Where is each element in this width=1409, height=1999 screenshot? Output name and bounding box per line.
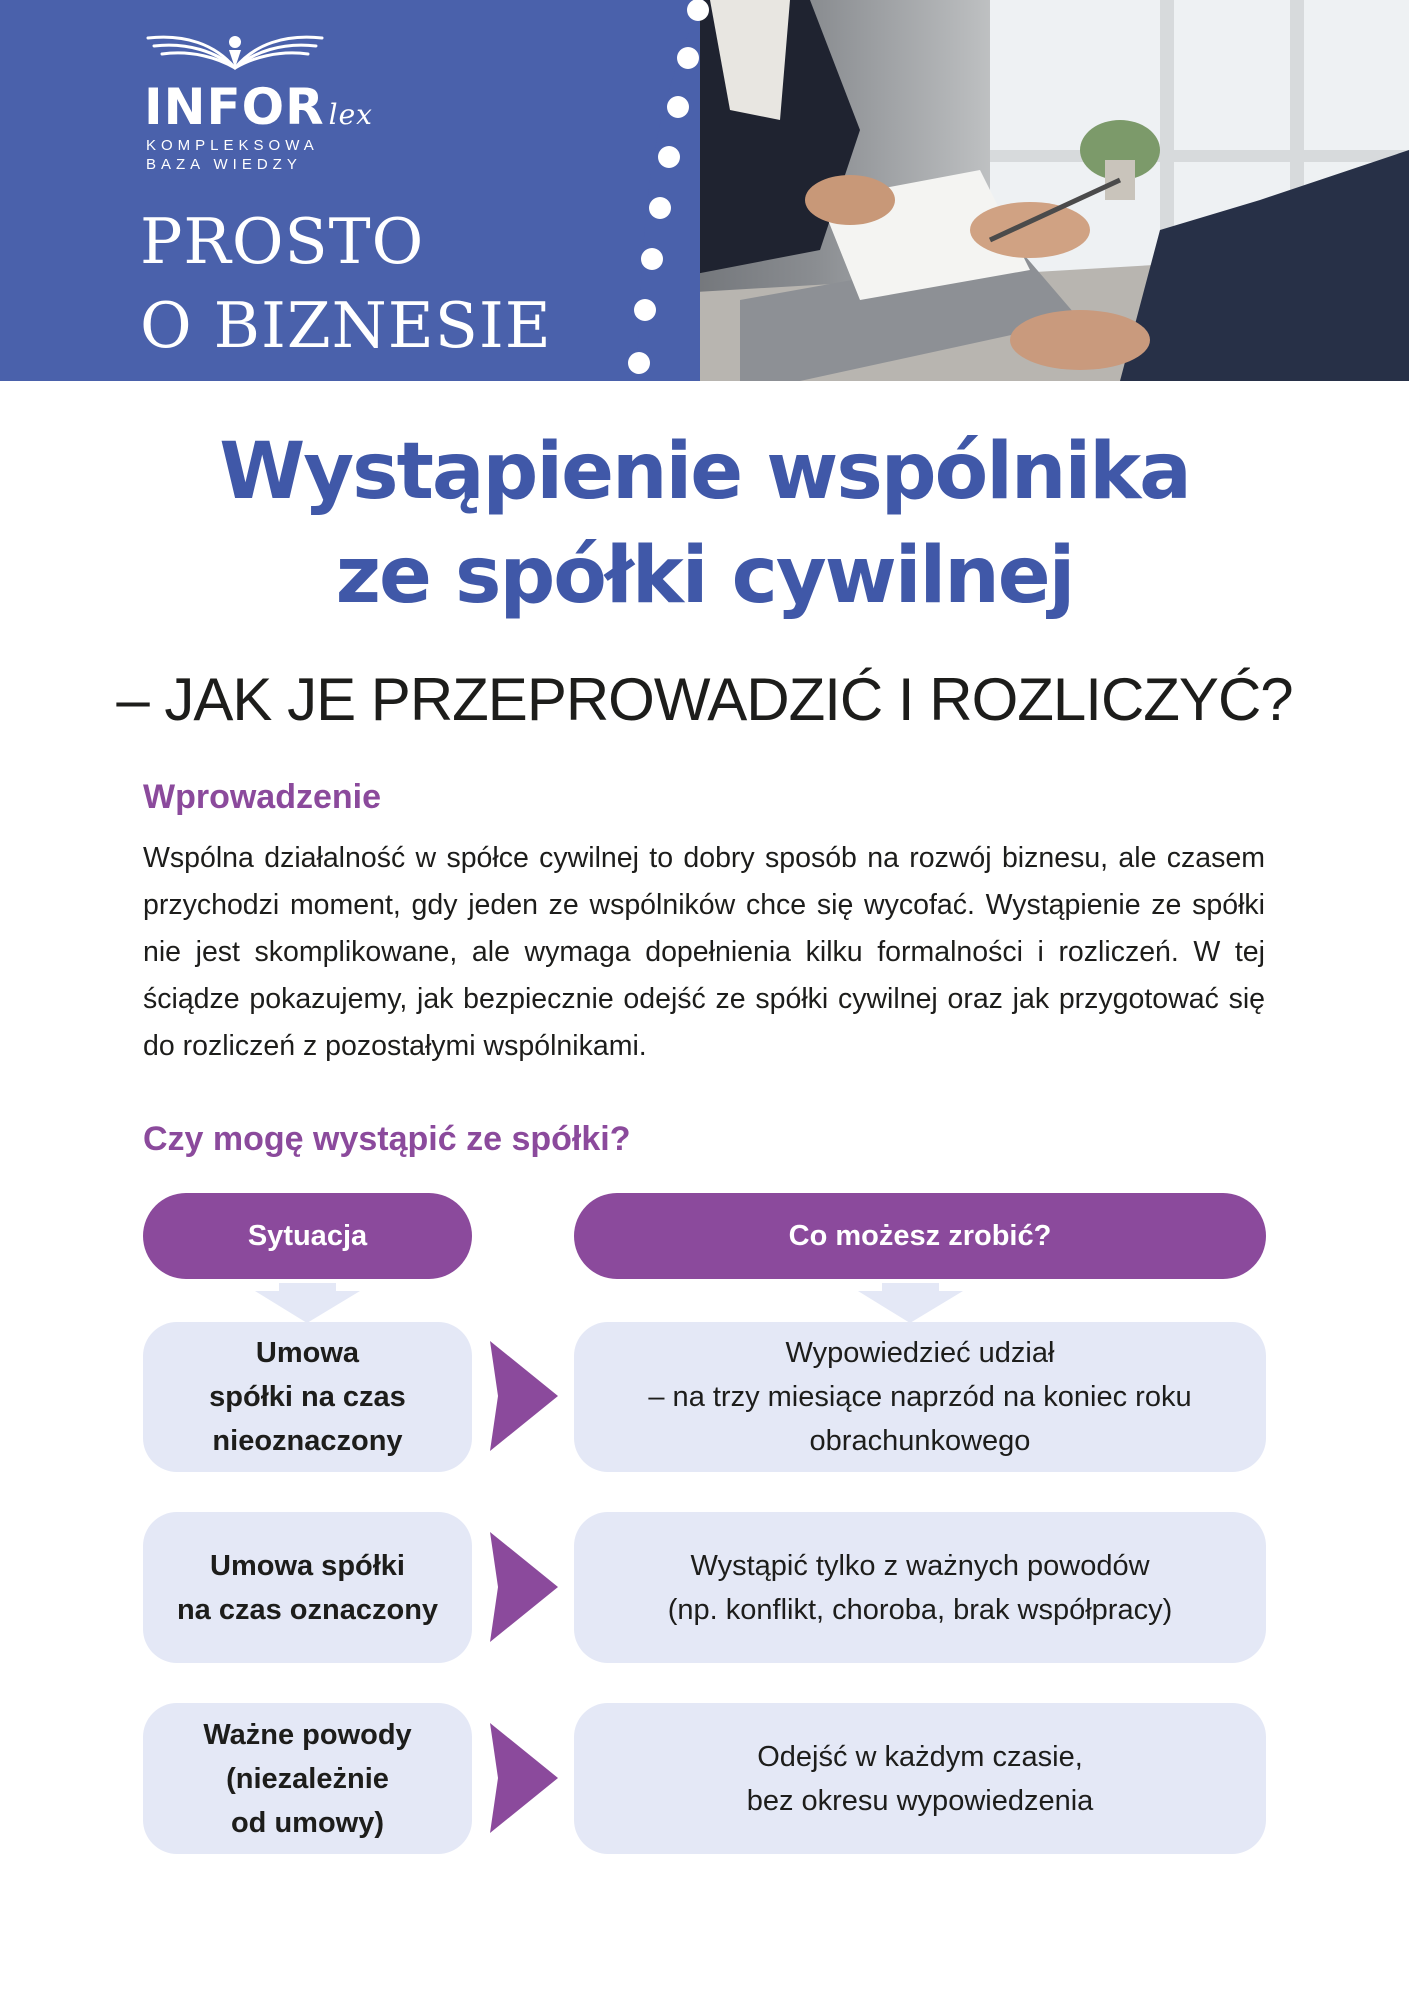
right-arrow-icon — [490, 1532, 558, 1642]
infor-lex-logo[interactable] — [140, 28, 373, 173]
down-arrow-icon — [858, 1283, 963, 1323]
action-card: Odejść w każdym czasie, bez okresu wypowiedzenia — [574, 1703, 1266, 1854]
action-card: Wystąpić tylko z ważnych powodów (np. konflikt, choroba, brak współpracy) — [574, 1512, 1266, 1663]
situation-card: Umowa spółki na czas oznaczony — [143, 1512, 472, 1663]
section-title: PROSTO O BIZNESIE — [140, 205, 552, 362]
right-arrow-icon — [490, 1723, 558, 1833]
column-header-situation: Sytuacja — [143, 1193, 472, 1279]
page-title: Wystąpienie wspólnika ze spółki cywilnej — [219, 427, 1190, 621]
column-header-action: Co możesz zrobić? — [574, 1193, 1266, 1279]
intro-paragraph: Wspólna działalność w spółce cywilnej to dobry sposób na rozwój biznesu, ale czasem przychodzi moment, gdy jeden ze wspólników chce się wycofać. Wystąpienie ze spółki nie jest skomplikowane, ale wymaga dopełnienia kilku formalności i rozliczeń. W tej ściądze pokazujemy, jak bezpiecznie odejść ze spółki cywilnej oraz jak przygotować się do rozliczeń z pozostałymi wspólnikami. — [143, 842, 1265, 1062]
header-banner — [0, 0, 1409, 381]
open-book-icon — [140, 28, 330, 76]
logo-tagline: KOMPLEKSOWA BAZA WIEDZY — [146, 137, 319, 173]
action-card: Wypowiedzieć udział – na trzy miesiące naprzód na koniec roku obrachunkowego — [574, 1322, 1266, 1472]
logo-wordmark: INFOR lex — [144, 78, 373, 136]
down-arrow-icon — [255, 1283, 360, 1323]
question-heading: Czy mogę wystąpić ze spółki? — [143, 1120, 631, 1158]
situation-card: Ważne powody (niezależnie od umowy) — [143, 1703, 472, 1854]
situation-card: Umowa spółki na czas nieoznaczony — [143, 1322, 472, 1472]
page-subtitle: – JAK JE PRZEPROWADZIĆ I ROZLICZYĆ? — [116, 666, 1293, 733]
right-arrow-icon — [490, 1341, 558, 1451]
scalloped-edge — [580, 0, 720, 381]
intro-heading: Wprowadzenie — [143, 778, 382, 816]
